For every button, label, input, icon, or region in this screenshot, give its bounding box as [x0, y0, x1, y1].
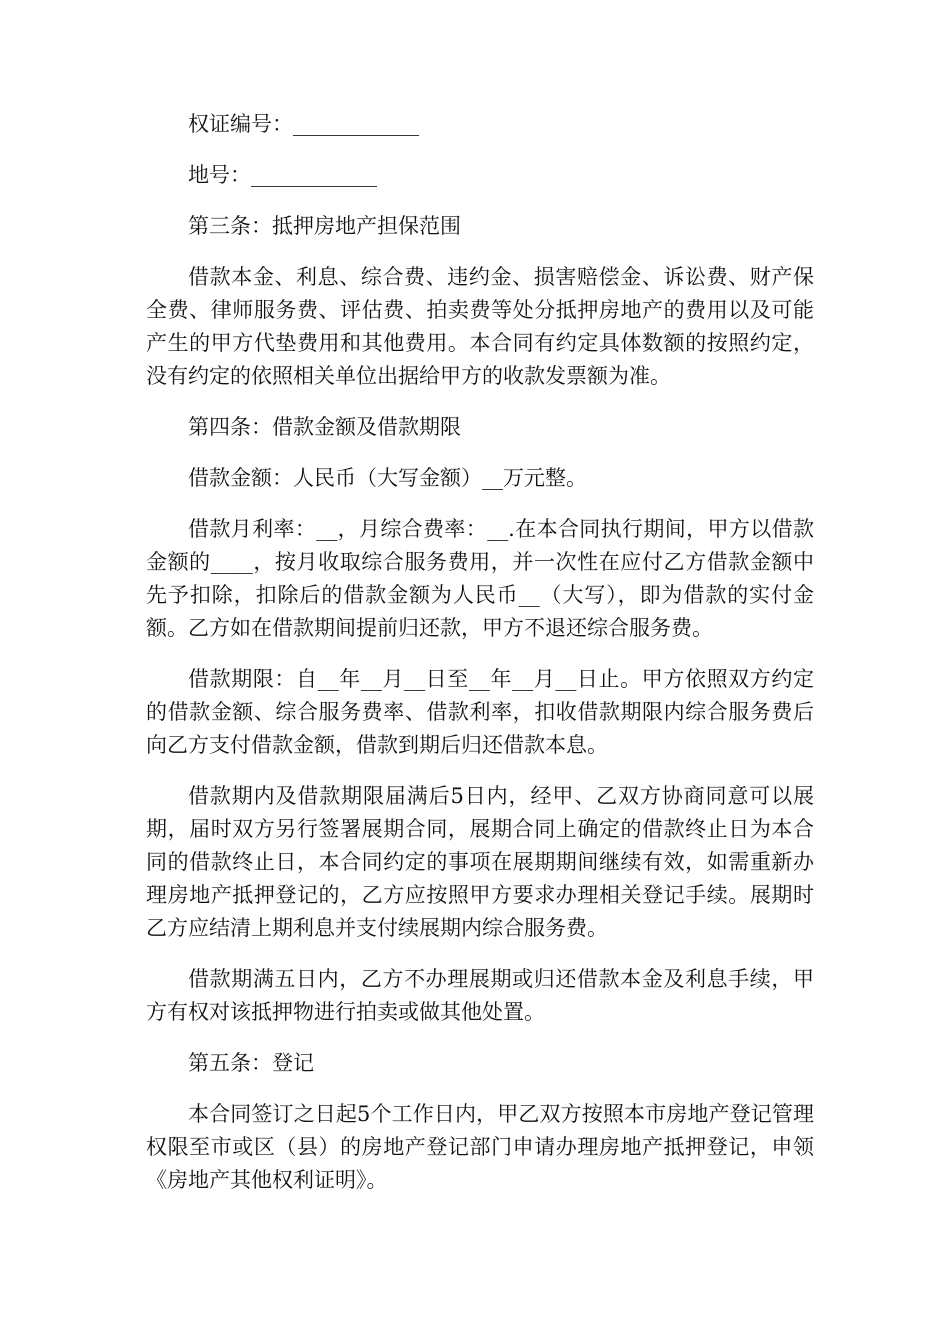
article-4-heading: 第四条：借款金额及借款期限: [188, 415, 461, 439]
article-5-heading: 第五条：登记: [188, 1051, 314, 1075]
loan-term-paragraph: 借款期限：自__年__月__日至__年__月__日止。甲方依照双方约定的借款金额、综合服务费率、借款利率，扣收借款期限内综合服务费后向乙方支付借款金额，借款到期后归还借款本息。: [146, 667, 814, 757]
lot-number-line: 地号：____________: [188, 163, 377, 187]
extension-paragraph: 借款期内及借款期限届满后5日内，经甲、乙双方协商同意可以展期，届时双方另行签署展期合同，展期合同上确定的借款终止日为本合同的借款终止日，本合同约定的事项在展期期间继续有效，如需重新办理房地产抵押登记的，乙方应按照甲方要求办理相关登记手续。展期时乙方应结清上期利息并支付续展期内综合服务费。: [146, 784, 814, 940]
loan-amount-paragraph: 借款金额：人民币（大写金额）__万元整。: [188, 466, 587, 490]
document-page: [146, 108, 814, 1215]
default-paragraph: 借款期满五日内，乙方不办理展期或归还借款本金及利息手续，甲方有权对该抵押物进行拍卖或做其他处置。: [146, 967, 814, 1024]
article-3-body: 借款本金、利息、综合费、违约金、损害赔偿金、诉讼费、财产保全费、律师服务费、评估费、拍卖费等处分抵押房地产的费用以及可能产生的甲方代垫费用和其他费用。本合同有约定具体数额的按照约定，没有约定的依照相关单位出据给甲方的收款发票额为准。: [146, 265, 814, 388]
certificate-number-line: 权证编号：____________: [188, 112, 419, 136]
interest-rate-paragraph: 借款月利率：__，月综合费率：__.在本合同执行期间，甲方以借款金额的____，按月收取综合服务费用，并一次性在应付乙方借款金额中先予扣除，扣除后的借款金额为人民币__（大写），即为借款的实付金额。乙方如在借款期间提前归还款，甲方不退还综合服务费。: [146, 517, 814, 640]
registration-paragraph: 本合同签订之日起5个工作日内，甲乙双方按照本市房地产登记管理权限至市或区（县）的房地产登记部门申请办理房地产抵押登记，申领《房地产其他权利证明》。: [146, 1102, 814, 1192]
article-3-heading: 第三条：抵押房地产担保范围: [188, 214, 461, 238]
